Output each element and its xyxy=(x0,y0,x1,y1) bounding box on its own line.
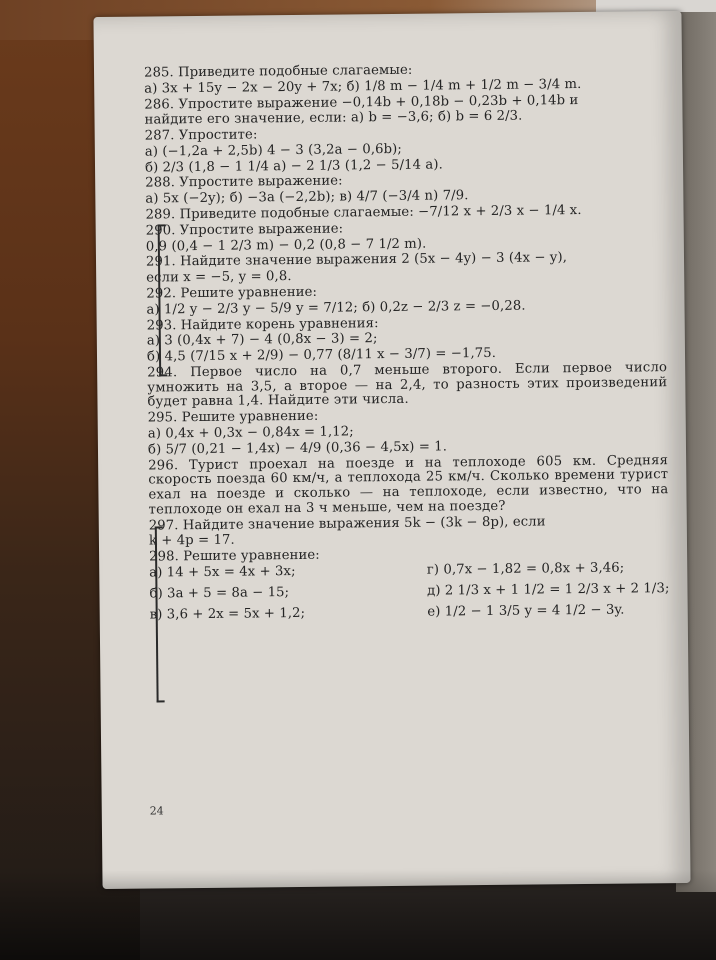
equation: е) 1/2 − 1 3/5 y = 4 1/2 − 3y. xyxy=(427,602,625,620)
text-line: 293. Найдите корень уравнения: xyxy=(146,315,379,334)
text-line: а) 3 (0,4x + 7) − 4 (0,8x − 3) = 2; xyxy=(146,331,378,349)
text-line: 291. Найдите значение выражения 2 (5x − 4y) − 3 (4x − y), xyxy=(145,250,568,270)
text-line: найдите его значение, если: а) b = −3,6; б) b = 6 2/3. xyxy=(144,108,523,128)
text-line: 289. Приведите подобные слагаемые: −7/12 x + 2/3 x − 1/4 x. xyxy=(145,203,582,223)
book-page xyxy=(93,11,690,889)
exercise-text xyxy=(144,61,670,629)
text-line: если x = −5, y = 0,8. xyxy=(146,269,292,286)
text-line: а) 5x (−2y); б) −3a (−2,2b); в) 4/7 (−3/4 n) 7/9. xyxy=(145,188,469,207)
text-line: 288. Упростите выражение: xyxy=(145,173,343,192)
bottom-shadow xyxy=(0,870,716,960)
text-line: 292. Решите уравнение: xyxy=(146,284,318,302)
text-line: 295. Решите уравнение: xyxy=(147,408,319,426)
equation: а) 14 + 5x = 4x + 3x; xyxy=(149,564,296,581)
text-line: а) 3x + 15y − 2x − 20y + 7x; б) 1/8 m − 1/4 m + 1/2 m − 3/4 m. xyxy=(144,76,582,97)
equation-columns xyxy=(149,561,670,629)
text-line: б) 5/7 (0,21 − 1,4x) − 4/9 (0,36 − 4,5x) = 1. xyxy=(147,439,448,458)
equation: б) 3a + 5 = 8a − 15; xyxy=(149,584,290,602)
text-line: а) 0,4x + 0,3x − 0,84x = 1,12; xyxy=(147,424,354,442)
text-line: 285. Приведите подобные слагаемые: xyxy=(143,62,413,81)
page-number: 24 xyxy=(149,804,164,818)
equation: д) 2 1/3 x + 1 1/2 = 1 2/3 x + 2 1/3; xyxy=(427,580,670,599)
text-line: 290. Упростите выражение: xyxy=(145,221,344,239)
left-column xyxy=(149,564,387,629)
text-line: 286. Упростите выражение −0,14b + 0,18b − 0,23b + 0,14b и xyxy=(144,92,579,113)
text-line: 298. Решите уравнение: xyxy=(149,547,320,565)
text-line: 297. Найдите значение выражения 5k − (3k − 8p), если xyxy=(148,514,546,534)
text-line: k + 4p = 17. xyxy=(148,533,235,549)
text-line: 0,9 (0,4 − 1 2/3 m) − 0,2 (0,8 − 7 1/2 m). xyxy=(145,236,427,255)
text-line: а) (−1,2a + 2,5b) 4 − 3 (3,2a − 0,6b); xyxy=(144,141,402,160)
equation: в) 3,6 + 2x = 5x + 1,2; xyxy=(149,605,306,623)
text-paragraph: 296. Турист проехал на поезде и на теплоходе 605 км. Средняя скорость поезда 60 км/ч, а теплохода 25 км/ч. Сколько времени турист ехал на поезде и сколько — на теплоходе, если известно, что на теплоходе он ехал на 3 ч меньше, чем на поезде? xyxy=(148,452,669,518)
text-line: 287. Упростите: xyxy=(144,127,258,144)
text-paragraph: 294. Первое число на 0,7 меньше второго. Если первое число умножить на 3,5, а второе — на 2,4, то разность этих произведений будет равна 1,4. Найдите эти числа. xyxy=(147,359,668,410)
text-line: б) 4,5 (7/15 x + 2/9) − 0,77 (8/11 x − 3/7) = −1,75. xyxy=(146,345,497,365)
equation: г) 0,7x − 1,82 = 0,8x + 3,46; xyxy=(426,560,625,578)
right-column xyxy=(427,561,670,626)
text-line: б) 2/3 (1,8 − 1 1/4 a) − 2 1/3 (1,2 − 5/14 a). xyxy=(144,157,443,176)
text-line: а) 1/2 y − 2/3 y − 5/9 y = 7/12; б) 0,2z − 2/3 z = −0,28. xyxy=(146,298,526,318)
